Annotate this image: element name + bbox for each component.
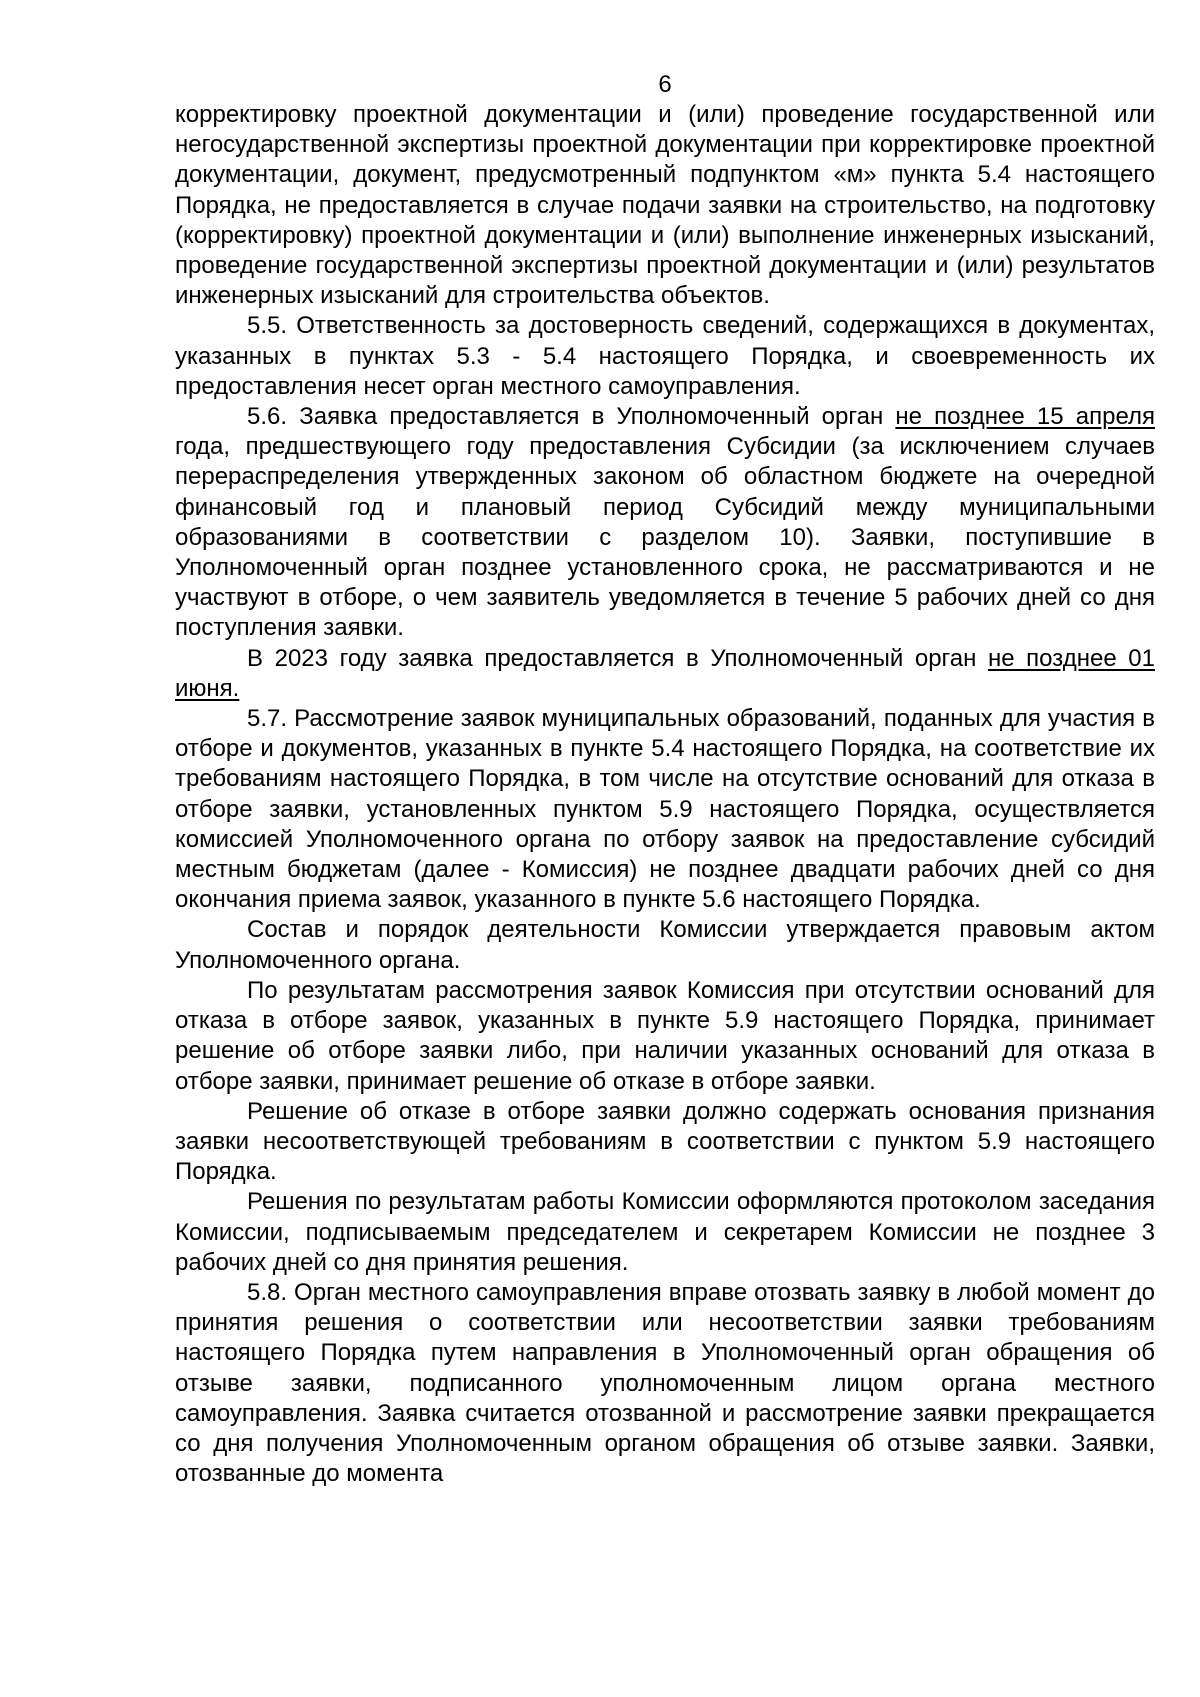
paragraph-continuation: корректировку проектной документации и (или) проведение государственной или негосударственной экспертизы проектной документации при корректировке проектной документации, документ, предусмотренный подпунктом «м» пункта 5.4 настоящего Порядка, не предоставляется в случае подачи заявки на строительство, на подготовку (корректировку) проектной документации и (или) выполнение инженерных изысканий, проведение государственной экспертизы проектной документации и (или) результатов инженерных изысканий для строительства объектов.	[175, 101, 1155, 310]
deadline-2023-underlined: не позднее 01 июня.	[175, 644, 1155, 702]
paragraph-commission-results: По результатам рассмотрения заявок Комиссия при отсутствии оснований для отказа в отборе заявок, указанных в пункте 5.9 настоящего Порядка, принимает решение об отборе заявки либо, при наличии указанных оснований для отказа в отборе заявки, принимает решение об отказе в отборе заявки.	[175, 976, 1155, 1095]
paragraph-5-8: 5.8. Орган местного самоуправления вправе отозвать заявку в любой момент до принятия решения о соответствии или несоответствии заявки требованиям настоящего Порядка путем направления в Уполномоченный орган обращения об отзыве заявки, подписанного уполномоченным лицом органа местного самоуправления. Заявка считается отозванной и рассмотрение заявки прекращается со дня получения Уполномоченным органом обращения об отзыве заявки. Заявки, отозванные до момента	[175, 1278, 1155, 1488]
paragraph-protocol: Решения по результатам работы Комиссии оформляются протоколом заседания Комиссии, подписываемым председателем и секретарем Комиссии не позднее 3 рабочих дней со дня принятия решения.	[175, 1188, 1155, 1276]
paragraph-5-6	[175, 402, 1155, 644]
paragraph-5-7: 5.7. Рассмотрение заявок муниципальных образований, поданных для участия в отборе и документов, указанных в пункте 5.4 настоящего Порядка, на соответствие их требованиям настоящего Порядка, в том числе на отсутствие оснований для отказа в отборе заявки, установленных пунктом 5.9 настоящего Порядка, осуществляется комиссией Уполномоченного органа по отбору заявок на предоставление субсидий местным бюджетам (далее - Комиссия) не позднее двадцати рабочих дней со дня окончания приема заявок, указанного в пункте 5.6 настоящего Порядка.	[175, 705, 1155, 914]
paragraph-5-5: 5.5. Ответственность за достоверность сведений, содержащихся в документах, указанных в пунктах 5.3 - 5.4 настоящего Порядка, и своевременность их предоставления несет орган местного самоуправления.	[175, 312, 1155, 400]
page-number: 6	[658, 71, 672, 98]
paragraph-refusal-decision: Решение об отказе в отборе заявки должно содержать основания признания заявки несоответствующей требованиям в соответствии с пунктом 5.9 настоящего Порядка.	[175, 1097, 1155, 1186]
deadline-underlined: не позднее 15 апреля	[895, 403, 1156, 431]
document-page	[175, 70, 1155, 1489]
paragraph-5-6-lead: 5.6. Заявка предоставляется в Уполномоченный орган	[247, 403, 896, 431]
paragraph-5-6-rest: года, предшествующего году предоставления Субсидии (за исключением случаев перераспределения утвержденных законом об областном бюджете на очередной финансовый год и плановый период Субсидий между муниципальными образованиями в соответствии с разделом 10). Заявки, поступившие в Уполномоченный орган позднее установленного срока, не рассматриваются и не участвуют в отборе, о чем заявитель уведомляется в течение 5 рабочих дней со дня поступления заявки.	[175, 433, 1155, 642]
paragraph-commission-composition: Состав и порядок деятельности Комиссии утверждается правовым актом Уполномоченного органа.	[175, 916, 1155, 974]
paragraph-2023-deadline	[175, 644, 1155, 704]
paragraph-2023-lead: В 2023 году заявка предоставляется в Уполномоченный орган	[247, 644, 988, 672]
